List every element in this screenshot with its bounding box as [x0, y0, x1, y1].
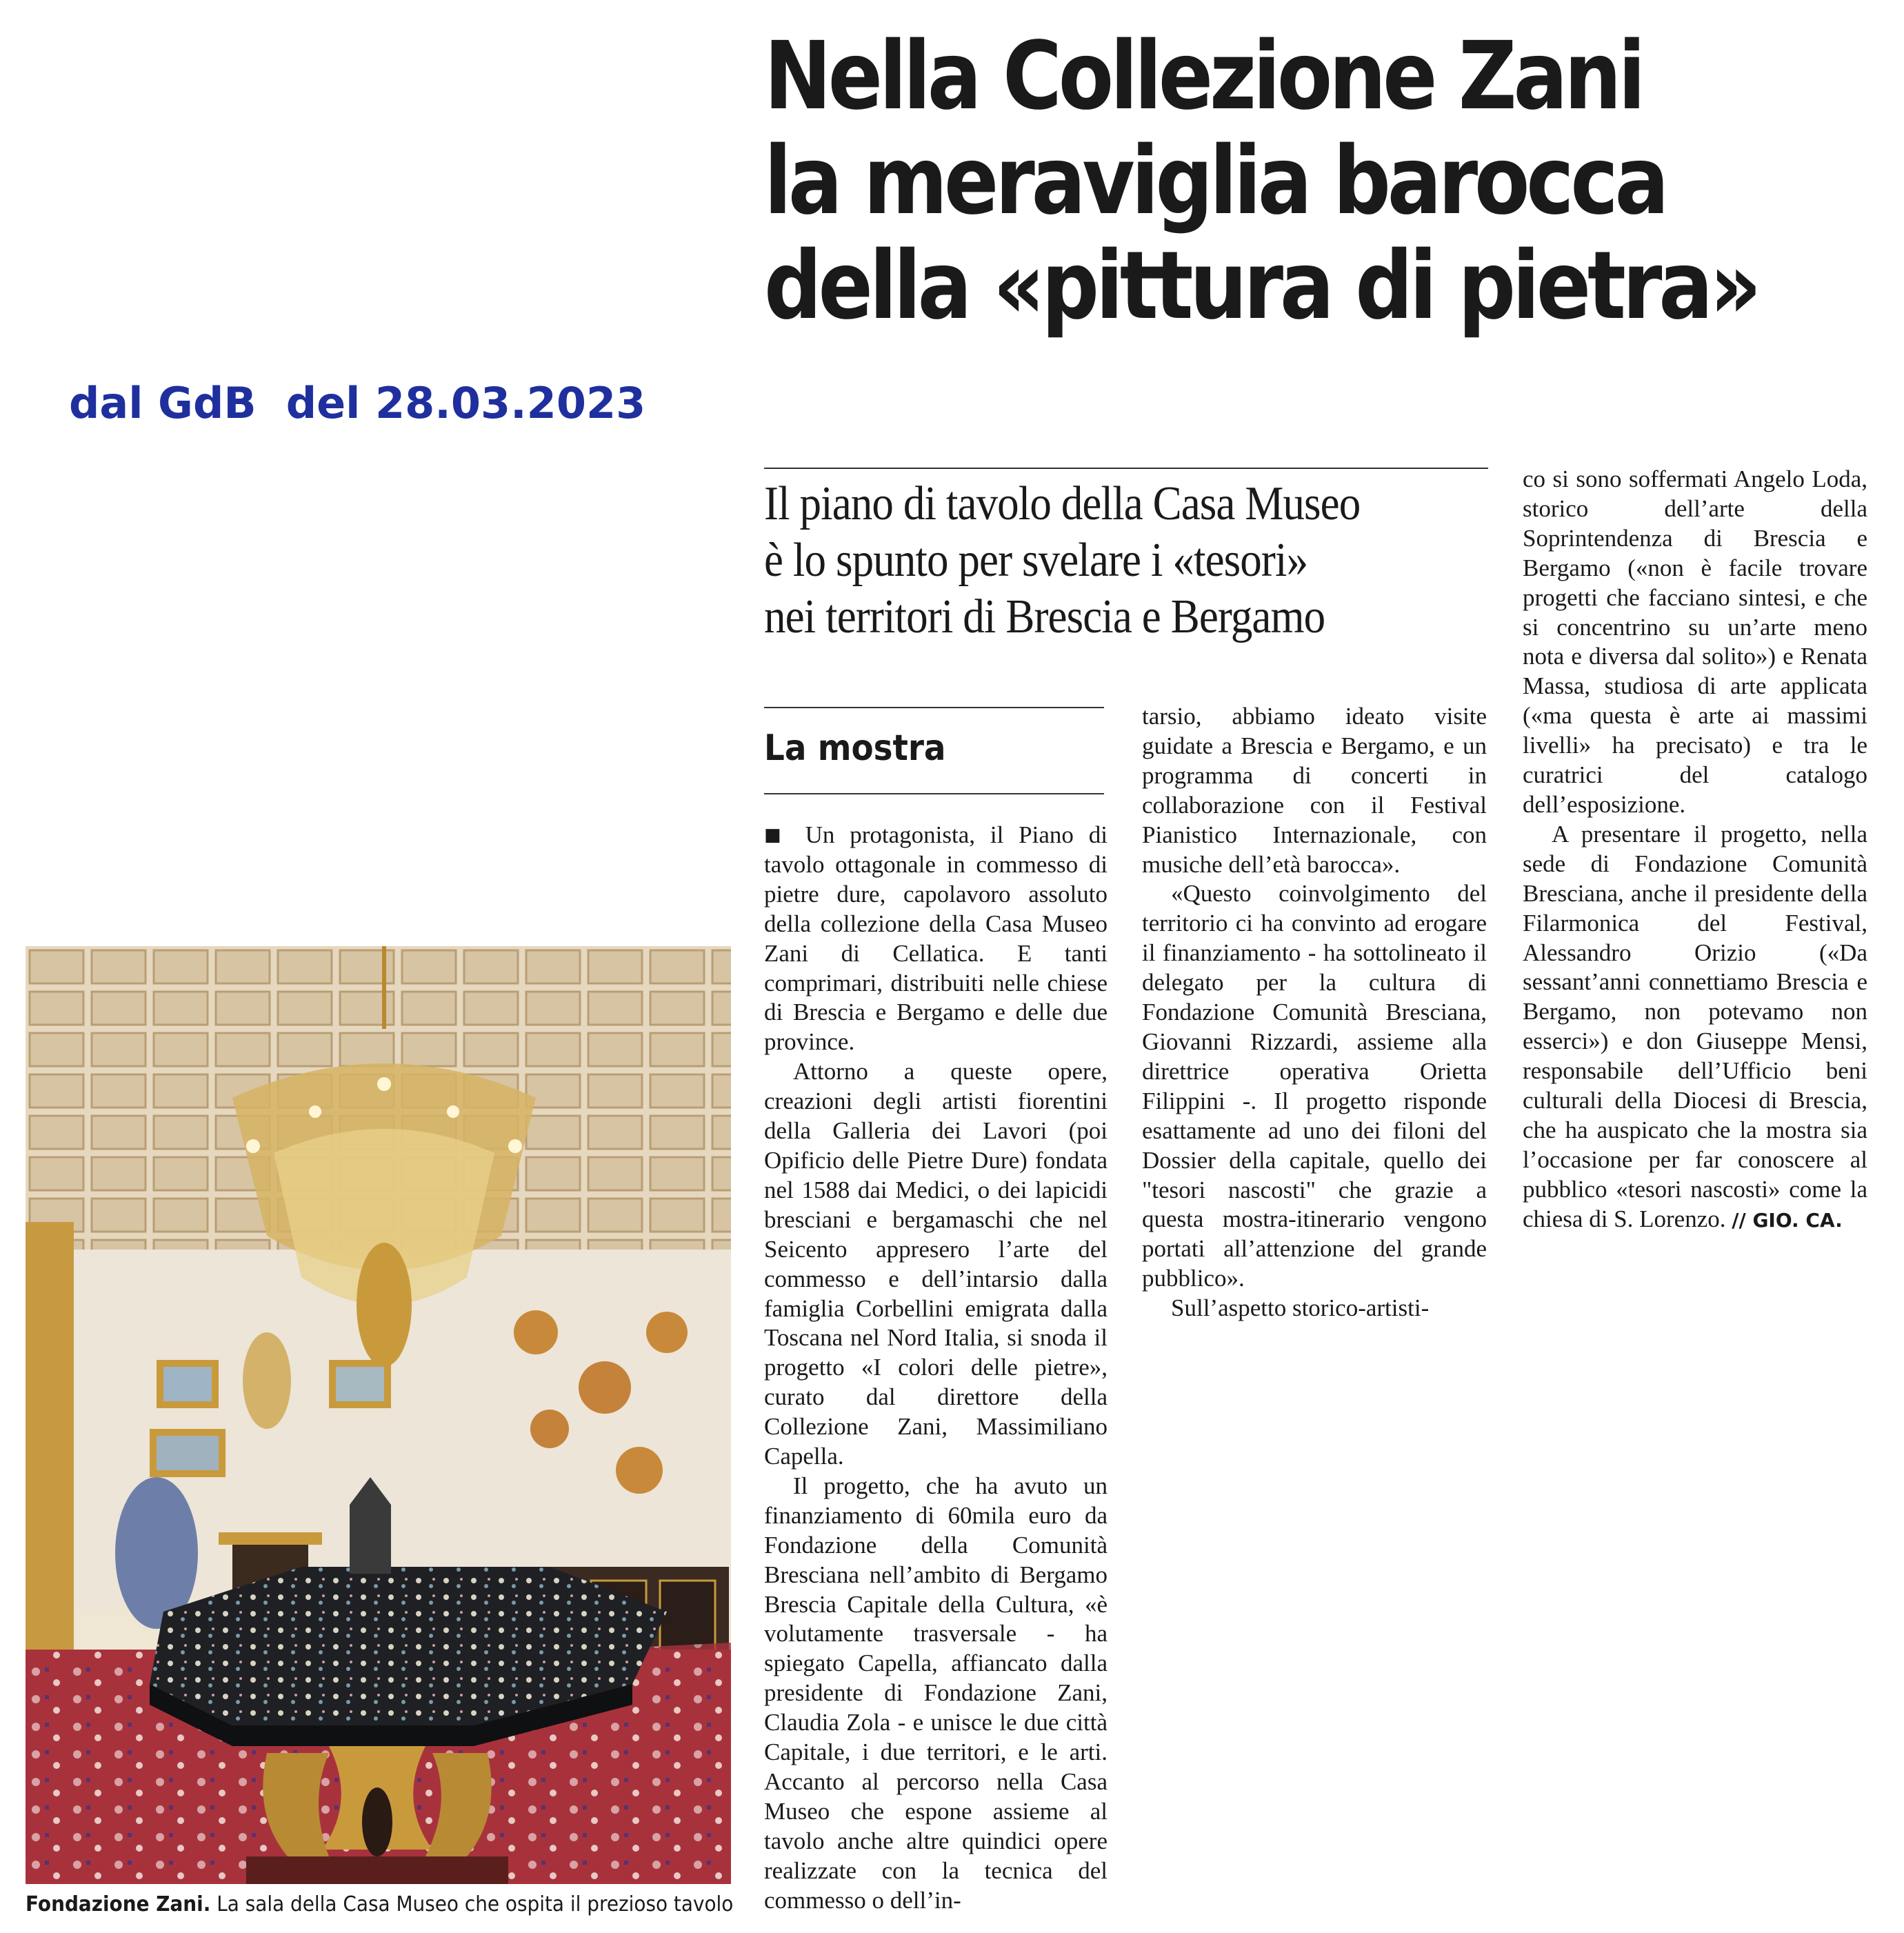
- col1-paragraph-1: [764, 821, 1108, 1057]
- photo-illustration: [26, 946, 731, 1884]
- col2-paragraph-3: Sull’aspetto storico-artisti-: [1171, 1294, 1430, 1322]
- subhead-rule: [764, 468, 1488, 469]
- col3-paragraph-2: [1523, 820, 1867, 1236]
- section-rule-bottom: [764, 793, 1104, 794]
- article-column-1: [764, 821, 1108, 1916]
- article-column-2: [1142, 702, 1487, 1323]
- col1-paragraph-1-text: Un protagonista, il Piano di tavolo ottagonale in commesso di pietre dure, capolavoro assoluto della collezione della Casa Museo Zani di Cellatica. E tanti comprimari, distribuiti nelle chiese di Brescia e Bergamo e delle due province.: [764, 821, 1108, 1056]
- caption-bold: Fondazione Zani.: [26, 1892, 211, 1916]
- subheadline-line-2: è lo spunto per svelare i «tesori»: [764, 534, 1308, 587]
- article-column-3: [1523, 465, 1867, 1236]
- headline-line-3: della «pittura di pietra»: [764, 232, 1758, 341]
- subheadline: [764, 476, 1434, 645]
- col3-paragraph-1: co si sono soffermati Angelo Loda, storico dell’arte della Soprintendenza di Brescia e Bergamo («non è facile trovare progetti che facciano sintesi, e che si concentrino su un’arte meno nota e diversa dal solito») e Renata Massa, studiosa di arte applicata («ma questa è arte ai massimi livelli» ha precisato) e tra le curatrici del catalogo dell’esposizione.: [1523, 465, 1867, 818]
- headline: [764, 22, 1758, 341]
- bullet-icon: ■: [764, 825, 790, 845]
- section-rule-top: [764, 707, 1104, 708]
- photo-caption: [26, 1892, 734, 1916]
- subheadline-line-1: Il piano di tavolo della Casa Museo: [764, 477, 1361, 530]
- author-signature: // GIO. CA.: [1732, 1208, 1843, 1232]
- subheadline-line-3: nei territori di Brescia e Bergamo: [764, 590, 1325, 643]
- col3-paragraph-2-text: A presentare il progetto, nella sede di Fondazione Comunità Bresciana, anche il presidente della Filarmonica del Festival, Alessandro Orizio («Da sessant’anni connettiamo Brescia e Bergamo, non potevamo non esserci») e don Giuseppe Mensi, responsabile dell’Ufficio beni culturali della Diocesi di Brescia, che ha auspicato che la mostra sia l’occasione per far conoscere al pubblico «tesori nascosti» come la chiesa di S. Lorenzo.: [1523, 820, 1867, 1232]
- source-note: dal GdB del 28.03.2023: [69, 378, 646, 428]
- caption-text: La sala della Casa Museo che ospita il prezioso tavolo: [210, 1892, 734, 1916]
- col2-paragraph-1: tarsio, abbiamo ideato visite guidate a Brescia e Bergamo, e un programma di concerti in collaborazione con il Festival Pianistico Internazionale, con musiche dell’età barocca».: [1142, 703, 1487, 878]
- col2-paragraph-2: «Questo coinvolgimento del territorio ci ha convinto ad erogare il finanziamento - ha sottolineato il delegato per la cultura di Fondazione Comunità Bresciana, Giovanni Rizzardi, assieme alla direttrice operativa Orietta Filippini -. Il progetto risponde esattamente ad uno dei filoni del Dossier della capitale, quello dei "tesori nascosti" che grazie a questa mostra-itinerario vengono portati all’attenzione del grande pubblico».: [1142, 880, 1487, 1292]
- museum-room-photo: [26, 946, 731, 1884]
- headline-line-1: Nella Collezione Zani: [764, 22, 1643, 131]
- col1-paragraph-3: Il progetto, che ha avuto un finanziamento di 60mila euro da Fondazione della Comunità Bresciana nell’ambito di Bergamo Brescia Capitale della Cultura, «è volutamente trasversale - ha spiegato Capella, affiancato dalla presidente di Fondazione Zani, Claudia Zola - e unisce le due città Capitale, i due territori, e le arti. Accanto al percorso nella Casa Museo che espone assieme al tavolo anche altre quindici opere realizzate con la tecnica del commesso o dell’in-: [764, 1472, 1108, 1914]
- headline-line-2: la meraviglia barocca: [764, 127, 1666, 236]
- section-label: La mostra: [764, 728, 946, 769]
- col1-paragraph-2: Attorno a queste opere, creazioni degli artisti fiorentini della Galleria dei Lavori (poi Opificio delle Pietre Dure) fondata nel 1588 dai Medici, o dei lapicidi bresciani e bergamaschi che nel Seicento appresero l’arte del commesso e dell’intarsio dalla famiglia Corbellini emigrata dalla Toscana nel Nord Italia, si snoda il progetto «I colori delle pietre», curato dal direttore della Collezione Zani, Massimiliano Capella.: [764, 1058, 1108, 1470]
